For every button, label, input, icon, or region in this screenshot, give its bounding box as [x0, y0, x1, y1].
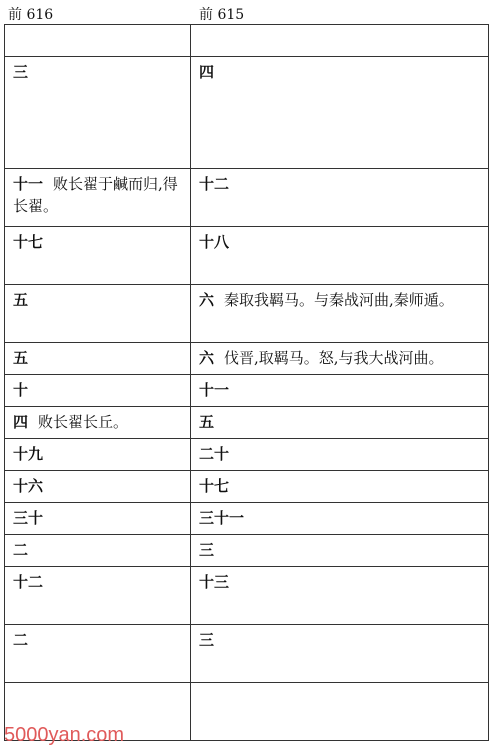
cell-number: 三十一	[199, 509, 245, 527]
column-header-left: 前 616	[8, 7, 54, 23]
cell-number: 五	[13, 349, 29, 367]
cell-year-615	[191, 227, 489, 285]
cell-number: 十六	[13, 477, 44, 495]
cell-note: 败长翟长丘。	[38, 413, 129, 431]
cell-number: 十一	[13, 175, 44, 193]
cell-year-616	[5, 25, 191, 57]
table-row	[5, 25, 489, 57]
cell-year-616	[5, 407, 191, 439]
table-row	[5, 375, 489, 407]
column-header-right: 前 615	[199, 7, 245, 23]
cell-year-615	[191, 471, 489, 503]
table-row	[5, 407, 489, 439]
cell-number: 三十	[13, 509, 44, 527]
cell-number: 二	[13, 541, 29, 559]
cell-year-616	[5, 375, 191, 407]
cell-year-615	[191, 407, 489, 439]
cell-number: 二十	[199, 445, 230, 463]
cell-number: 十九	[13, 445, 44, 463]
cell-note: 败长翟于鹹而归,得长翟。	[13, 175, 178, 215]
cell-year-616	[5, 169, 191, 227]
cell-number: 二	[13, 631, 29, 649]
cell-year-615	[191, 567, 489, 625]
cell-number: 三	[199, 631, 215, 649]
cell-year-615	[191, 535, 489, 567]
cell-note: 秦取我羁马。与秦战河曲,秦师遁。	[224, 291, 454, 309]
cell-number: 十	[13, 381, 29, 399]
cell-year-615	[191, 375, 489, 407]
cell-number: 十八	[199, 233, 230, 251]
cell-year-615	[191, 169, 489, 227]
cell-note: 伐晋,取羁马。怒,与我大战河曲。	[224, 349, 444, 367]
cell-number: 十七	[13, 233, 44, 251]
cell-year-616	[5, 625, 191, 683]
cell-year-615	[191, 25, 489, 57]
cell-year-616	[5, 535, 191, 567]
cell-number: 五	[13, 291, 29, 309]
cell-year-616	[5, 57, 191, 169]
cell-number: 三	[13, 63, 29, 81]
cell-year-615	[191, 503, 489, 535]
watermark: 5000yan.com	[4, 724, 125, 746]
cell-number: 四	[199, 63, 215, 81]
cell-year-616	[5, 471, 191, 503]
cell-year-615	[191, 683, 489, 741]
cell-number: 十二	[13, 573, 44, 591]
table-row	[5, 471, 489, 503]
cell-number: 十二	[199, 175, 230, 193]
cell-number: 五	[199, 413, 215, 431]
cell-year-616	[5, 227, 191, 285]
table-row	[5, 285, 489, 343]
table-row	[5, 57, 489, 169]
cell-year-616	[5, 567, 191, 625]
cell-year-616	[5, 343, 191, 375]
cell-number: 三	[199, 541, 215, 559]
cell-number: 十七	[199, 477, 230, 495]
table-row	[5, 503, 489, 535]
cell-year-615	[191, 343, 489, 375]
table-row	[5, 535, 489, 567]
table-row	[5, 567, 489, 625]
table-row	[5, 169, 489, 227]
table-row	[5, 227, 489, 285]
cell-year-616	[5, 439, 191, 471]
cell-year-615	[191, 57, 489, 169]
cell-number: 四	[13, 413, 29, 431]
cell-year-615	[191, 285, 489, 343]
cell-number: 十一	[199, 381, 230, 399]
cell-number: 六	[199, 291, 215, 309]
cell-number: 六	[199, 349, 215, 367]
cell-year-616	[5, 285, 191, 343]
cell-number: 十三	[199, 573, 230, 591]
table-row	[5, 343, 489, 375]
chronology-table	[4, 24, 489, 741]
cell-year-615	[191, 625, 489, 683]
cell-year-615	[191, 439, 489, 471]
cell-year-616	[5, 503, 191, 535]
table-row	[5, 439, 489, 471]
table-row	[5, 625, 489, 683]
